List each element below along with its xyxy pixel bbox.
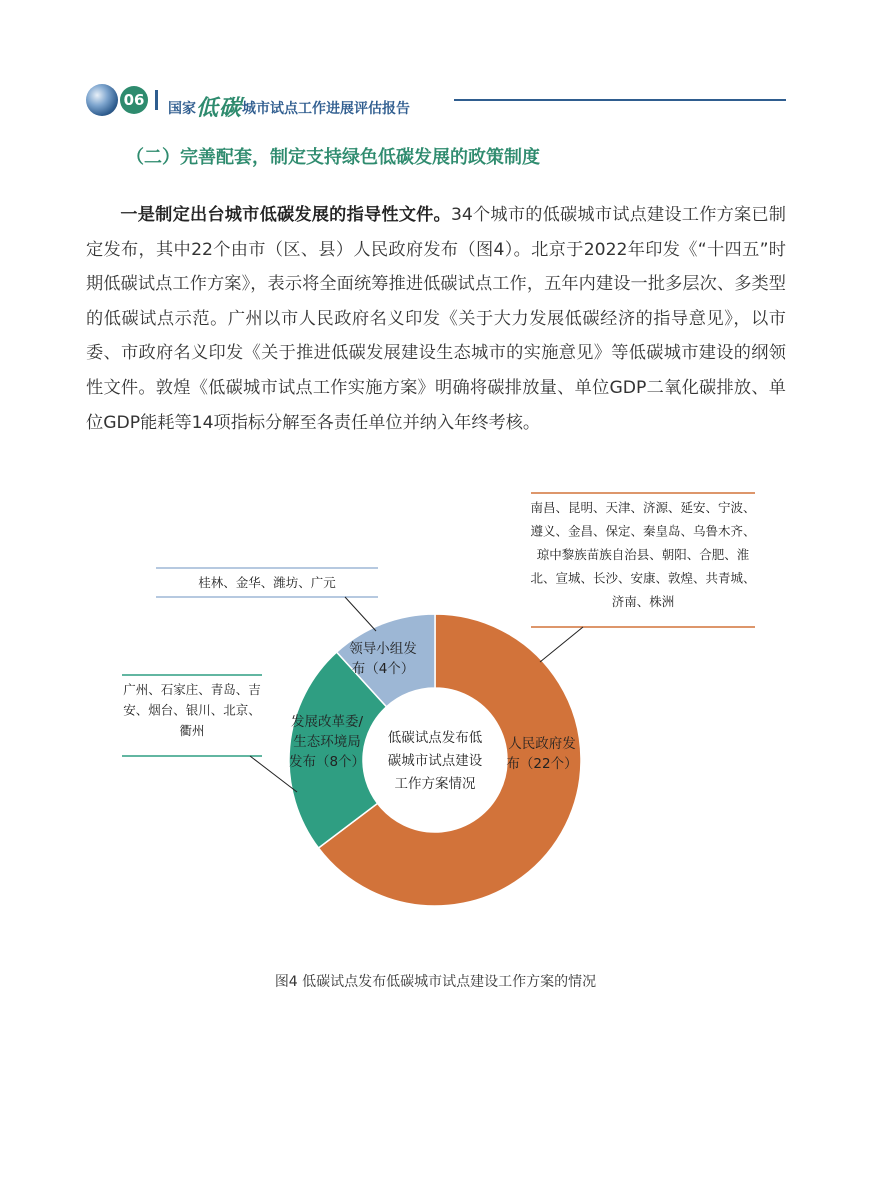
slice-label-leader: 领导小组发	[349, 641, 417, 657]
report-title-highlight: 低碳	[196, 96, 243, 121]
connector-leader	[345, 597, 376, 631]
callout-text-gov: 遵义、金昌、保定、秦皇岛、乌鲁木齐、	[530, 523, 756, 539]
paragraph-lead: 一是制定出台城市低碳发展的指导性文件。	[120, 205, 451, 225]
callout-text-gov: 济南、株洲	[611, 594, 675, 609]
page-number: 06	[120, 86, 148, 114]
slice-label-ndrc: 发展改革委/	[290, 714, 364, 730]
report-title-prefix: 国家	[168, 101, 196, 117]
slice-label-ndrc: 发布（8个）	[288, 754, 366, 770]
donut-center-label: 工作方案情况	[394, 776, 476, 792]
callout-text-gov: 南昌、昆明、天津、济源、延安、宁波、	[530, 500, 756, 515]
slice-label-ndrc: 生态环境局	[293, 734, 361, 750]
callout-text-gov: 琼中黎族苗族自治县、朝阳、合肥、淮	[536, 547, 750, 562]
slice-label-gov: 人民政府发	[508, 736, 576, 752]
connector-gov	[540, 627, 583, 662]
donut-center-label: 低碳试点发布低	[387, 730, 483, 746]
callout-text-ndrc: 安、烟台、银川、北京、	[123, 702, 261, 718]
report-title-suffix: 城市试点工作进展评估报告	[242, 101, 411, 117]
slice-label-leader: 布（4个）	[351, 661, 415, 677]
section-title: （二）完善配套，制定支持绿色低碳发展的政策制度	[126, 147, 540, 168]
paragraph-text: 34个城市的低碳城市试点建设工作方案已制定发布，其中22个由市（区、县）人民政府发布（图4）。北京于2022年印发《“十四五”时期低碳试点工作方案》，表示将全面统筹推进低碳试点工作，五年内建设一批多层次、多类型的低碳试点示范。广州以市人民政府名义印发《关于大力发展低碳经济的指导意见》，以市委、市政府名义印发《关于推进低碳发展建设生态城市的实施意见》等低碳城市建设的纲领性文件。敦煌《低碳城市试点工作实施方案》明确将碳排放量、单位GDP二氧化碳排放、单位GDP能耗等14项指标分解至各责任单位并纳入年终考核。	[86, 205, 786, 433]
slice-label-gov: 布（22个）	[506, 756, 578, 772]
callout-text-gov: 北、宣城、长沙、安康、敦煌、共青城、	[530, 570, 756, 586]
figure-caption: 图4 低碳试点发布低碳城市试点建设工作方案的情况	[274, 974, 597, 990]
callout-text-leader: 桂林、金华、潍坊、广元	[198, 575, 336, 590]
callout-text-ndrc: 广州、石家庄、青岛、吉	[123, 682, 261, 697]
donut-center-label: 碳城市试点建设	[387, 753, 483, 769]
callout-text-ndrc: 衢州	[179, 723, 205, 738]
